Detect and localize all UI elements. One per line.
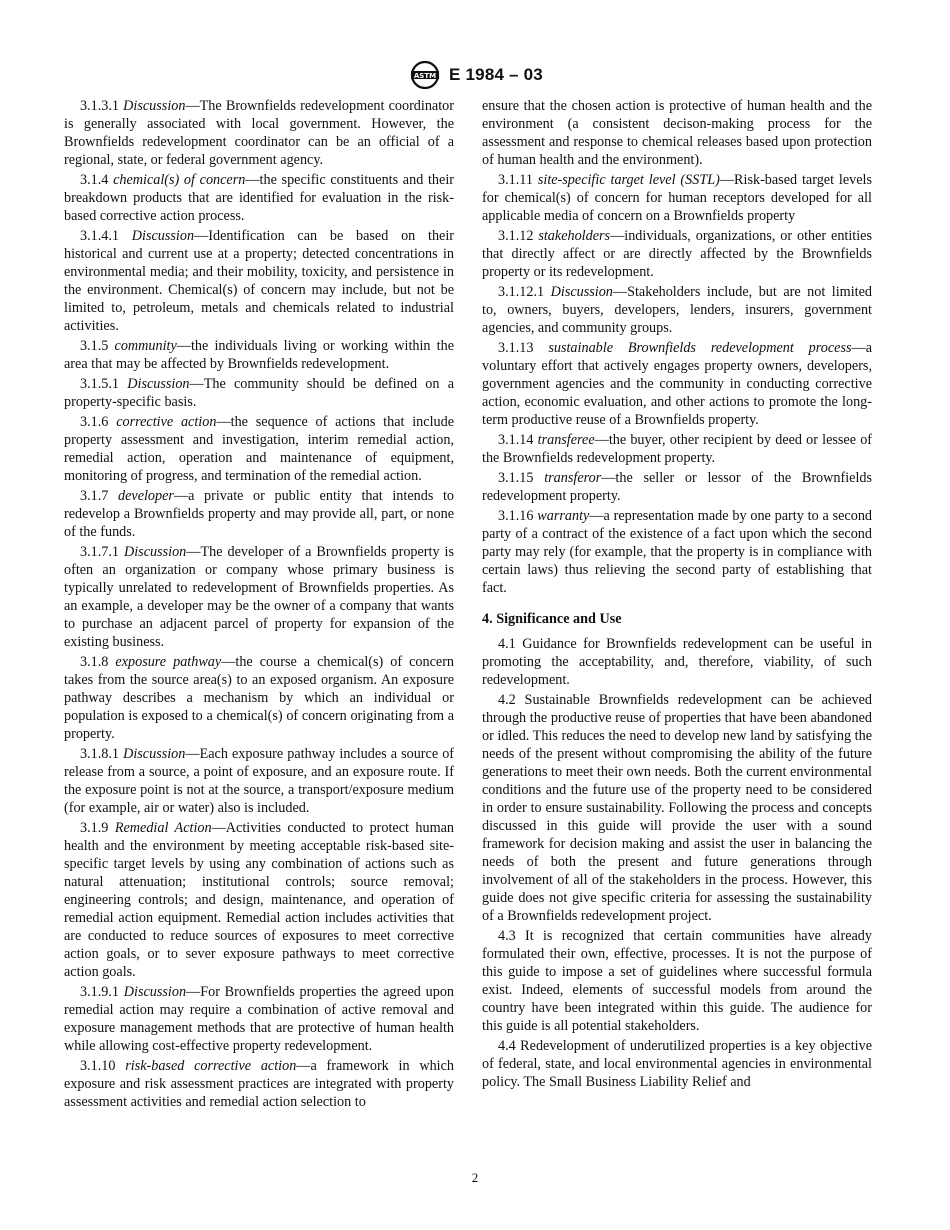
definition-paragraph: 3.1.12.1 Discussion—Stakeholders include, but are not limited to, owners, buyers, developers, lenders, insurers, government agencies, and community groups.	[482, 284, 872, 336]
definition-paragraph: 3.1.10 risk-based corrective action—a framework in which exposure and risk assessment practices are integrated with property assessment activities and remedial action selection to	[64, 1058, 454, 1110]
svg-text:ASTM: ASTM	[413, 72, 437, 80]
definition-paragraph: 3.1.6 corrective action—the sequence of actions that include property assessment and investigation, interim remedial action, remedial action, operation and maintenance of equipment, monitoring of progress, and termination of the remedial action.	[64, 414, 454, 484]
definition-paragraph: 3.1.7.1 Discussion—The developer of a Brownfields property is often an organization or company whose primary business is typically unrelated to redevelopment of Brownfields properties. As an example, a developer may be the owner of a company that wants to purchase an adjacent parcel of property for expansion of the existing business.	[64, 544, 454, 650]
definition-paragraph: 3.1.7 developer—a private or public entity that intends to redevelop a Brownfields property and may provide all, part, or none of the funds.	[64, 488, 455, 540]
definition-paragraph: 3.1.15 transferor—the seller or lessor of the Brownfields redevelopment property.	[482, 470, 873, 504]
astm-logo-icon	[407, 60, 443, 90]
definition-paragraph: 3.1.3.1 Discussion—The Brownfields redevelopment coordinator is generally associated with local government. However, the Brownfields redevelopment coordinator can be an official of a regional, state, or federal government agency.	[64, 98, 454, 168]
section-heading: 4. Significance and Use	[482, 611, 622, 627]
definition-paragraph: 3.1.8.1 Discussion—Each exposure pathway includes a source of release from a source, a point of exposure, and an exposure route. If the exposure point is not at the source, a transport/exposure medium (for example, air or water) also is included.	[64, 746, 455, 816]
definition-paragraph: 3.1.5.1 Discussion—The community should be defined on a property-specific basis.	[64, 376, 454, 410]
definition-paragraph: 3.1.13 sustainable Brownfields redevelopment process—a voluntary effort that actively engages property owners, developers, government agencies and the community in conducting corrective action, economic evaluation, and other actions to promote the long-term productive reuse of a Brownfields property.	[482, 340, 873, 428]
definition-paragraph: 3.1.8 exposure pathway—the course a chemical(s) of concern takes from the source area(s) to an exposed organism. An exposure pathway describes a mechanism by which an individual or population is exposed to a chemical(s) of concern originating from a property.	[64, 654, 455, 742]
definition-paragraph: 3.1.11 site-specific target level (SSTL)—Risk-based target levels for chemical(s) of concern for human receptors developed for all applicable media of concern on a Brownfields property	[482, 172, 873, 224]
continuation-paragraph: ensure that the chosen action is protective of human health and the environment (a consistent decison-making process for the assessment and response to chemical releases based upon protection of human health and the environment).	[482, 98, 872, 168]
definition-paragraph: 3.1.4 chemical(s) of concern—the specific constituents and their breakdown products that are identified for evaluation in the risk-based corrective action process.	[64, 172, 454, 224]
section-paragraph: 4.3 It is recognized that certain communities have already formulated their own, effective, processes. It is not the purpose of this guide to impose a set of guidelines where successful formula exist. Indeed, elements of successful models from around the country have been integrated within this guide. The audience for this guide is all potential stakeholders.	[482, 928, 872, 1034]
page-header	[0, 60, 950, 90]
definition-paragraph: 3.1.5 community—the individuals living or working within the area that may be affected by Brownfields redevelopment.	[64, 338, 454, 372]
definition-paragraph: 3.1.9.1 Discussion—For Brownfields properties the agreed upon remedial action may require a combination of active removal and exposure management methods that are protective of human health while allowing cost-effective property redevelopment.	[64, 984, 455, 1054]
definition-paragraph: 3.1.4.1 Discussion—Identification can be based on their historical and current use at a property; detected concentrations in environmental media; and their mobility, toxicity, and persistence in the environment. Chemical(s) of concern may include, but not be limited to, petroleum, metals and chemicals related to industrial activities.	[64, 228, 455, 334]
page-number: 2	[471, 1170, 479, 1185]
definition-paragraph: 3.1.14 transferee—the buyer, other recipient by deed or lessee of the Brownfields redevelopment property.	[482, 432, 873, 466]
definition-paragraph: 3.1.12 stakeholders—individuals, organizations, or other entities that directly affect or are directly affected by the Brownfields property or its redevelopment.	[482, 228, 872, 280]
section-paragraph: 4.1 Guidance for Brownfields redevelopment can be useful in promoting the acceptability, and, therefore, viability, of such redevelopment.	[482, 636, 872, 688]
definition-paragraph: 3.1.9 Remedial Action—Activities conducted to protect human health and the environment by meeting acceptable risk-based site-specific target levels by using any combination of actions such as natural attenuation; institutional controls; source removal; engineering controls; and design, maintenance, and operation of remedial action equipment. Remedial action includes activities that are conducted to reduce sources of exposures to meet corrective action goals, or to sever exposure pathways to meet corrective action goals.	[64, 820, 455, 980]
definition-paragraph: 3.1.16 warranty—a representation made by one party to a second party of a contract of the existence of a fact upon which the second party may rely (for example, that the property is in compliance with certain laws) thus relieving the second party of establishing that fact.	[482, 508, 873, 596]
section-paragraph: 4.4 Redevelopment of underutilized properties is a key objective of federal, state, and local environmental agencies in environmental policy. The Small Business Liability Relief and	[482, 1038, 872, 1090]
section-paragraph: 4.2 Sustainable Brownfields redevelopment can be achieved through the productive reuse of properties that have been abandoned or idled. This reduces the need to develop new land by satisfying the needs of the present without compromising the ability of the future generations to meet their own needs. Both the current environmental conditions and the future use of the property need to be considered in order to ensure sustainability. Following the process and concepts discussed in this guide will provide the user with a sound framework for decision making and assist the user in balancing the needs of both the present and future generations through involvement of all of the stakeholders in the process. However, this guide does not give specific criteria for assessing the sustainability of a Brownfields redevelopment project.	[482, 692, 872, 924]
standard-designation: E 1984 – 03	[449, 65, 543, 84]
right-column	[482, 97, 872, 1093]
left-column	[64, 97, 454, 1113]
